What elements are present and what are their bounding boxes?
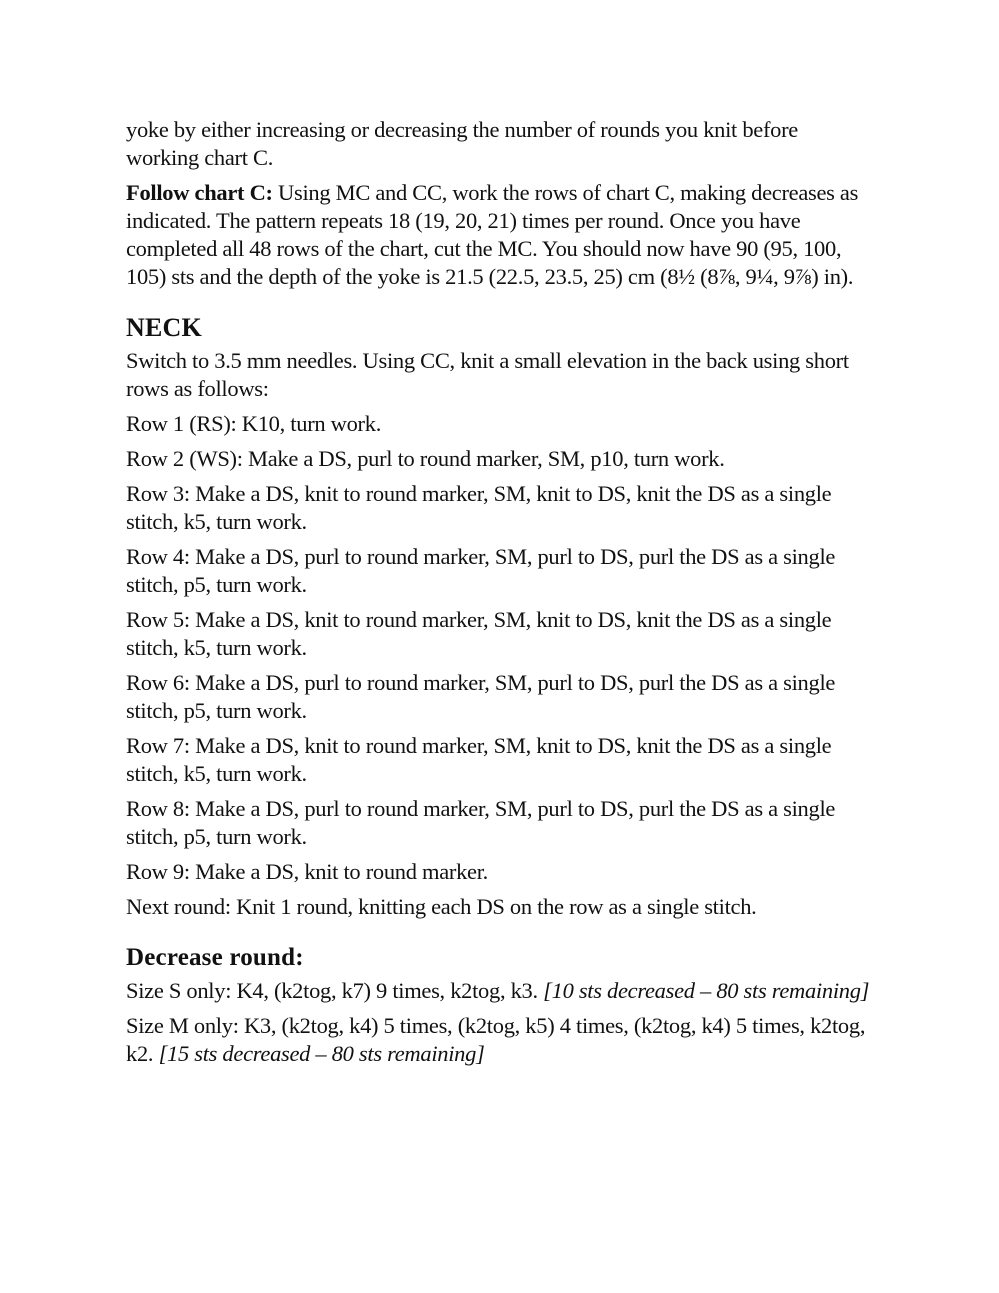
chart-c-paragraph xyxy=(126,179,871,291)
neck-row-9: Row 9: Make a DS, knit to round marker. xyxy=(126,859,489,884)
neck-intro: Switch to 3.5 mm needles. Using CC, knit a small elevation in the back using short rows as follows: xyxy=(126,348,849,401)
neck-next-round: Next round: Knit 1 round, knitting each DS on the row as a single stitch. xyxy=(126,894,757,919)
neck-row-4: Row 4: Make a DS, purl to round marker, SM, purl to DS, purl the DS as a single stitch, p5, turn work. xyxy=(126,544,836,597)
neck-row-3: Row 3: Make a DS, knit to round marker, SM, knit to DS, knit the DS as a single stitch, k5, turn work. xyxy=(126,481,832,534)
size-m-note: [15 sts decreased – 80 sts remaining] xyxy=(158,1041,485,1066)
size-s-instruction xyxy=(126,977,871,1005)
decrease-round-heading: Decrease round: xyxy=(126,944,304,971)
neck-heading: NECK xyxy=(126,313,202,342)
chart-c-label: Follow chart C: xyxy=(126,180,273,205)
size-m-text: Size M only: K3, (k2tog, k4) 5 times, (k2tog, k5) 4 times, (k2tog, k4) 5 times, k2tog, k2. xyxy=(126,1013,866,1066)
neck-row-2: Row 2 (WS): Make a DS, purl to round marker, SM, p10, turn work. xyxy=(126,446,725,471)
document-page xyxy=(126,116,871,1075)
chart-c-text: Using MC and CC, work the rows of chart C, making decreases as indicated. The pattern repeats 18 (19, 20, 21) times per round. Once you have completed all 48 rows of the chart, cut the MC. You should now have 90 (95, 100, 105) sts and the depth of the yoke is 21.5 (22.5, 23.5, 25) cm (8½ (8⅞, 9¼, 9⅞) in). xyxy=(126,180,859,289)
neck-row-1: Row 1 (RS): K10, turn work. xyxy=(126,411,382,436)
neck-row-8: Row 8: Make a DS, purl to round marker, SM, purl to DS, purl the DS as a single stitch, p5, turn work. xyxy=(126,796,836,849)
neck-row-5: Row 5: Make a DS, knit to round marker, SM, knit to DS, knit the DS as a single stitch, k5, turn work. xyxy=(126,607,832,660)
neck-row-7: Row 7: Make a DS, knit to round marker, SM, knit to DS, knit the DS as a single stitch, k5, turn work. xyxy=(126,733,832,786)
size-m-instruction xyxy=(126,1012,871,1068)
size-s-text: Size S only: K4, (k2tog, k7) 9 times, k2tog, k3. xyxy=(126,978,544,1003)
neck-row-6: Row 6: Make a DS, purl to round marker, SM, purl to DS, purl the DS as a single stitch, p5, turn work. xyxy=(126,670,836,723)
size-s-note: [10 sts decreased – 80 sts remaining] xyxy=(543,978,870,1003)
intro-paragraph: yoke by either increasing or decreasing the number of rounds you knit before working chart C. xyxy=(126,117,798,170)
